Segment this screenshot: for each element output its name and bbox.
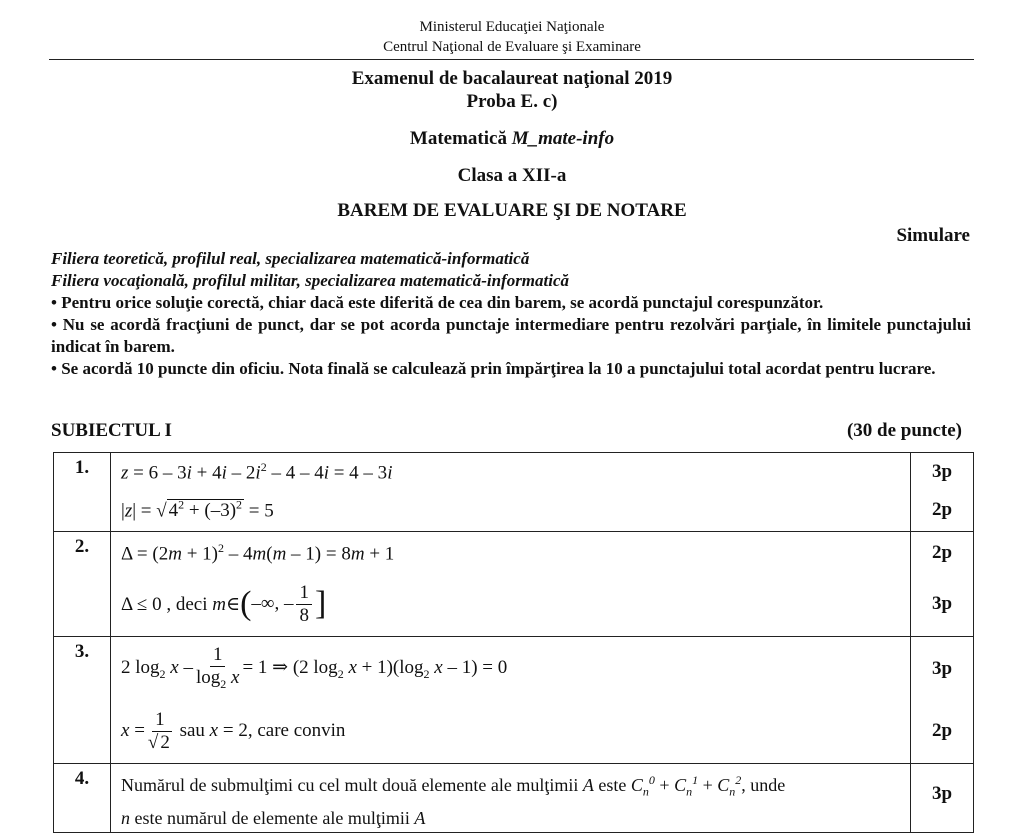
exam-proba: Proba E. c) — [466, 91, 558, 112]
table-row — [54, 637, 974, 764]
item-points — [911, 764, 974, 833]
item4-text: Numărul de submulţimi cu cel mult două elemente ale mulţimii — [121, 775, 579, 795]
table-row — [54, 764, 974, 833]
exam-class: Clasa a XII-a — [457, 165, 567, 186]
care-convin-text: , care convin — [247, 720, 346, 741]
subject-italic: M_mate-info — [511, 128, 615, 149]
item-number: 4. — [54, 764, 111, 833]
barem-table — [53, 452, 974, 833]
section-points: (30 de puncte) — [846, 420, 962, 441]
subject-prefix: Matematică — [409, 128, 507, 149]
points-value: 2p — [931, 542, 953, 563]
item4-text: este numărul de elemente ale mulţimii — [134, 807, 410, 828]
simulare-label: Simulare — [896, 225, 970, 246]
filiera-line: Filiera teoretică, profilul real, specializarea matematică-informatică — [51, 249, 530, 268]
ministry-name: Ministerul Educaţiei Naţionale — [419, 19, 605, 35]
exam-subject — [0, 128, 1024, 150]
table-row — [54, 532, 974, 637]
item-solution: Numărul de submulţimi cu cel mult două elemente ale mulţimii A este $C_n^0 + C_n^1 + C_n^2$, unde n este numărul de elemente ale mulţimii A — [111, 764, 911, 833]
points-value: 3p — [931, 461, 953, 482]
points-value: 3p — [931, 658, 953, 679]
item-number: 3. — [54, 637, 111, 764]
item-solution: $\Delta = (2m + 1)^2 - 4m(m - 1) = 8m + 1$ Δ ≤ 0 , deci m∈ ( –∞, – $\frac{1}{8}$ ] — [111, 532, 911, 637]
center-name: Centrul Naţional de Evaluare şi Examinare — [383, 39, 641, 55]
points-value: 2p — [931, 499, 953, 520]
section-title: SUBIECTUL I — [51, 420, 172, 441]
item-points — [911, 532, 974, 637]
item4-text: este — [598, 775, 627, 795]
barem-title: BAREM DE EVALUARE ŞI DE NOTARE — [337, 200, 687, 221]
item-number: 2. — [54, 532, 111, 637]
item-points — [911, 453, 974, 532]
deci-text: , deci — [166, 593, 208, 615]
points-value: 3p — [931, 783, 953, 804]
sau-text: sau — [179, 720, 205, 741]
header-rule — [49, 59, 974, 60]
exam-title: Examenul de bacalaureat naţional 2019 — [351, 68, 673, 89]
item-number: 1. — [54, 453, 111, 532]
rule-line: • Pentru orice soluţie corectă, chiar dacă este diferită de cea din barem, se acordă punctajul corespunzător. — [51, 293, 824, 312]
filiera-line: Filiera vocaţională, profilul militar, specializarea matematică-informatică — [51, 271, 570, 290]
item-solution: 2 $\log_2 x$ – $\frac{1}{\log_2 x}$ = 1 ⇒ (2 $\log_2 x + 1)(\log_2$ x – 1) = 0 x = $\frac{1}{√ 2}$ sau x = 2, care convin — [111, 637, 911, 764]
table-row — [54, 453, 974, 532]
rule-line: • Nu se acordă fracţiuni de punct, dar se pot acorda punctaje intermediare pentru rezolvări parţiale, în limitele punctajului indicat în barem. — [51, 315, 971, 356]
item-points — [911, 637, 974, 764]
rule-line: • Se acordă 10 puncte din oficiu. Nota finală se calculează prin împărţirea la 10 a punctajului total acordat pentru lucrare. — [51, 359, 936, 378]
points-value: 2p — [931, 720, 953, 741]
item-solution: $z = 6 - 3i + 4i - 2i^2 - 4 - 4i = 4 - 3i$ |z| = √ $4^2 + (-3)^2 = 5$ — [111, 453, 911, 532]
points-value: 3p — [931, 593, 953, 614]
item4-text: , unde — [741, 775, 786, 795]
rules-block — [51, 248, 971, 380]
